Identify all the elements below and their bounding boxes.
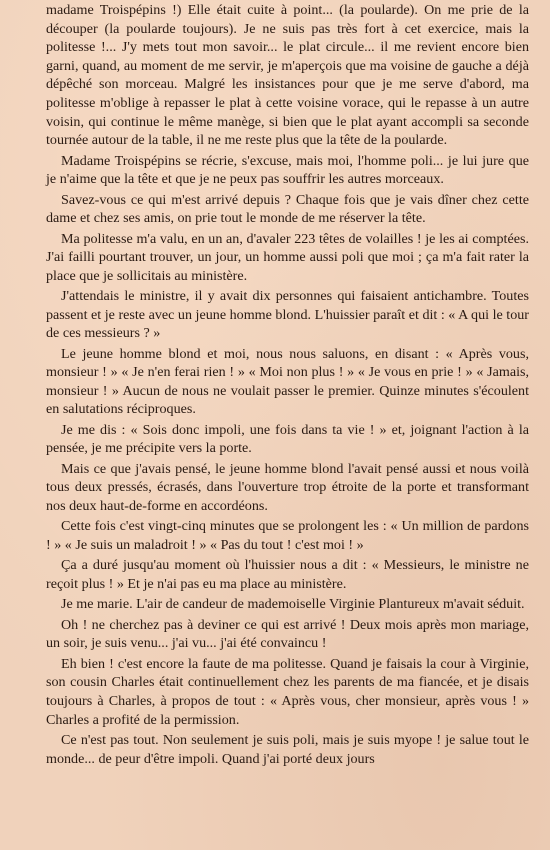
paragraph: Cette fois c'est vingt-cinq minutes que se prolongent les : « Un million de pardons ! » « Je suis un maladroit ! » « Pas du tout ! c'est moi ! »: [46, 518, 529, 553]
paragraph: Madame Troispépins se récrie, s'excuse, mais moi, l'homme poli... je lui jure que je n'aime que la tête et que je ne peux pas souffrir les autres morceaux.: [46, 152, 529, 188]
paragraph: Ma politesse m'a valu, en un an, d'avaler 223 têtes de volailles ! je les ai comptées. J'ai failli pourtant trouver, un jour, un homme aussi poli que moi ; ça m'a fait rater la place que je sollicitais au ministère.: [46, 230, 529, 284]
paragraph: J'attendais le ministre, il y avait dix personnes qui faisaient antichambre. Toutes passent et je reste avec un jeune homme blond. L'huissier paraît et dit : « A qui le tour de ces messieurs ? »: [46, 288, 529, 342]
paragraph: Le jeune homme blond et moi, nous nous saluons, en disant : « Après vous, monsieur ! » « Je n'en ferai rien ! » « Moi non plus ! » « Je vous en prie ! » « Jamais, monsieur ! » Aucun de nous ne voulait passer le premier. Quinze minutes s'écoulent en salutations réciproques.: [46, 345, 529, 418]
paragraph: madame Troispépins !) Elle était cuite à point... (la poularde). On me prie de la découper (la poularde toujours). Je ne suis pas très fort à cet exercice, mais la politesse !... J'y mets tout mon savoir... le plat circule... il me revient encore bien garni, quand, au moment de me servir, je m'aperçois que ma voisine de gauche a déjà dépêché son morceau. Malgré les insistances pour que je me serve d'abord, ma politesse m'oblige à repasser le plat à cette voisine vorace, qui le repasse à un autre voisin, qui continue le même manège, si bien que le plat ayant accompli sa seconde tournée autour de la table, il ne me reste plus que la tête de la poularde.: [46, 2, 529, 149]
paragraph: Oh ! ne cherchez pas à deviner ce qui est arrivé ! Deux mois après mon mariage, un soir, je suis venu... j'ai vu... j'ai été convaincu !: [46, 616, 529, 652]
paragraph: Ça a duré jusqu'au moment où l'huissier nous a dit : « Messieurs, le ministre ne reçoit plus ! » Et je n'ai pas eu ma place au ministère.: [46, 557, 529, 592]
paragraph: Eh bien ! c'est encore la faute de ma politesse. Quand je faisais la cour à Virginie, son cousin Charles était continuellement chez les parents de ma fiancée, et je disais toujours à Charles, à propos de tout : « Après vous, cher monsieur, après vous ! » Charles a profité de la permission.: [46, 655, 529, 728]
paragraph: Mais ce que j'avais pensé, le jeune homme blond l'avait pensé aussi et nous voilà tous deux pressés, écrasés, dans l'ouverture trop étroite de la porte et transformant nos deux haut-de-forme en accordéons.: [46, 460, 529, 515]
paragraph: Savez-vous ce qui m'est arrivé depuis ? Chaque fois que je vais dîner chez cette dame et chez ses amis, on prie tout le monde de me réserver la tête.: [46, 191, 529, 227]
paragraph: Je me marie. L'air de candeur de mademoiselle Virginie Plantureux m'avait séduit.: [61, 596, 525, 613]
paragraph: Je me dis : « Sois donc impoli, une fois dans ta vie ! » et, joignant l'action à la pensée, je me précipite vers la porte.: [46, 421, 529, 457]
paragraph: Ce n'est pas tout. Non seulement je suis poli, mais je suis myope ! je salue tout le monde... de peur d'être impoli. Quand j'ai porté deux jours: [46, 731, 529, 767]
